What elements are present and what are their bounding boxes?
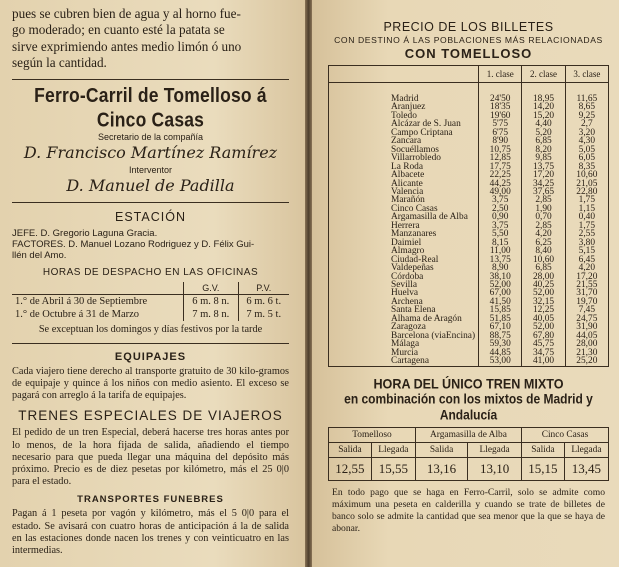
- station-header: Tomelloso: [329, 427, 416, 442]
- class3-price: 8,65: [565, 103, 608, 111]
- class1-price: 51,85: [479, 315, 522, 323]
- departure-label: Salida: [522, 442, 565, 457]
- city-cell: Villarrobledo: [391, 153, 441, 164]
- departure-label: Salida: [329, 442, 372, 457]
- city-cell: Cartagena: [391, 356, 429, 367]
- class1-price: 22,25: [479, 171, 522, 179]
- city-cell: Archena: [391, 296, 423, 307]
- class2-price: 45,75: [522, 340, 565, 348]
- price-row: [329, 129, 609, 137]
- price-row: [329, 213, 609, 221]
- class1-price: 41,50: [479, 298, 522, 306]
- city-cell: Murcia: [391, 347, 419, 358]
- city-cell: Marañón: [391, 195, 425, 206]
- class2-price: 13,75: [522, 163, 565, 171]
- price-row: [329, 357, 609, 366]
- class2-price: 5,20: [522, 129, 565, 137]
- baggage-heading: EQUIPAJES: [114, 350, 187, 363]
- city-cell: Daimiel: [391, 237, 422, 248]
- secretary-name: D. Francisco Martínez Ramírez: [23, 142, 278, 162]
- station-header: Cinco Casas: [522, 427, 609, 442]
- price-row: [329, 146, 609, 154]
- class3-price: 11,65: [565, 95, 608, 103]
- table-row: [12, 308, 289, 321]
- class3-price: 4,30: [565, 137, 608, 145]
- class1-price: 8,90: [479, 264, 522, 272]
- city-cell: Campo Criptana: [391, 127, 453, 138]
- table-row: [12, 294, 289, 308]
- class3-price: 6,05: [565, 154, 608, 162]
- class3-price: 8,35: [565, 163, 608, 171]
- class2-price: 0,70: [522, 213, 565, 221]
- gv-cell: 6 m. 8 n.: [184, 294, 238, 308]
- city-cell: La Roda: [391, 161, 424, 172]
- time-cell: 15,15: [522, 457, 565, 480]
- class1-price: 53,00: [479, 357, 522, 366]
- class2-price: 8,20: [522, 146, 565, 154]
- train-times-table: [328, 427, 609, 481]
- left-page: [0, 0, 305, 567]
- divider: [12, 343, 289, 344]
- station-header: Argamasilla de Alba: [415, 427, 521, 442]
- city-cell: Valencia: [391, 186, 424, 197]
- class3-price: 1,15: [565, 205, 608, 213]
- class1-price: 67,00: [479, 289, 522, 297]
- intro-line: sirve exprimiendo antes medio limón ó uno: [12, 38, 242, 54]
- divider: [12, 202, 289, 203]
- intro-line: go moderado; en cuanto esté la patata se: [12, 22, 225, 38]
- class1-price: 5,50: [479, 230, 522, 238]
- arrival-label: Llegada: [468, 442, 522, 457]
- prices-origin: CON TOMELLOSO: [404, 46, 533, 61]
- class2-price: 15,20: [522, 112, 565, 120]
- city-cell: Alhama de Aragón: [391, 313, 462, 324]
- price-row: [329, 273, 609, 281]
- city-cell: Manzanares: [391, 229, 437, 240]
- prices-subheading: CON DESTINO Á LAS POBLACIONES MÁS RELACIONADAS: [334, 35, 603, 45]
- class2-price: 1,90: [522, 205, 565, 213]
- class3-price: 9,25: [565, 112, 608, 120]
- funeral-text: Pagan á 1 peseta por vagón y kilómetro, más el 5 0|0 para el estado. Se avisará con cuatro horas de anticipación á la de salida en las estaciones donde nacen los trenes y con veinticuatro en las intermedias.: [12, 508, 289, 557]
- class3-price: 4,20: [565, 264, 608, 272]
- price-row: [329, 349, 609, 357]
- train-subheading: en combinación con los mixtos de Madrid y Andalucía: [344, 390, 593, 423]
- city-cell: Albacete: [391, 170, 425, 181]
- class3-price: 21,30: [565, 349, 608, 357]
- office-hours-table: [12, 282, 289, 321]
- class2-price: 40,25: [522, 281, 565, 289]
- price-row: [329, 332, 609, 340]
- class2-price: 32,15: [522, 298, 565, 306]
- class2-price: 4,40: [522, 120, 565, 128]
- payment-note: En todo pago que se haga en Ferro-Carril, solo se admite como máximum una peseta en calderilla y cuando se trate de billetes de banco solo se admite la cantidad que sea menor que la que se haya de abonar.: [332, 486, 605, 534]
- class2-price: 6,25: [522, 239, 565, 247]
- class3-price: 6,45: [565, 256, 608, 264]
- price-row: [329, 120, 609, 128]
- auditor-label: Interventor: [128, 164, 173, 175]
- city-cell: Barcelona (viaEncina): [391, 330, 476, 341]
- class2-price: 8,40: [522, 247, 565, 255]
- class3-price: 2,7: [565, 120, 608, 128]
- class-header: 2. clase: [522, 66, 565, 83]
- class-header: 3. clase: [565, 66, 608, 83]
- time-cell: 13,45: [564, 457, 608, 480]
- prices-heading: PRECIO DE LOS BILLETES: [383, 20, 554, 34]
- class3-price: 17,20: [565, 273, 608, 281]
- price-row: [329, 188, 609, 196]
- price-row: [329, 289, 609, 297]
- price-rows: [329, 83, 609, 367]
- city-cell: Madrid: [391, 94, 419, 104]
- city-cell: Málaga: [391, 339, 420, 350]
- price-row: [329, 247, 609, 255]
- staff-line: JEFE. D. Gregorio Laguna Gracia.: [12, 227, 158, 239]
- class2-price: 34,75: [522, 349, 565, 357]
- hours-heading: HORAS DE DESPACHO EN LAS OFICINAS: [42, 266, 259, 278]
- city-cell: Santa Elena: [391, 305, 436, 316]
- baggage-text: Cada viajero tiene derecho al transporte gratuito de 30 kilo-gramos de equipaje y quince á los niños con medio asiento. El exceso se pagará con arreglo á la tarifa de equipajes.: [12, 365, 289, 402]
- city-cell: Aranjuez: [391, 102, 426, 113]
- price-row: [329, 306, 609, 314]
- city-cell: Socuéllamos: [391, 144, 439, 155]
- class1-price: 44,85: [479, 349, 522, 357]
- class1-price: 8'90: [479, 137, 522, 145]
- class2-price: 52,00: [522, 323, 565, 331]
- price-row: [329, 137, 609, 145]
- class1-price: 18'35: [479, 103, 522, 111]
- class1-price: 13,75: [479, 256, 522, 264]
- class3-price: 3,20: [565, 129, 608, 137]
- price-row: [329, 196, 609, 204]
- class2-price: 41,00: [522, 357, 565, 366]
- city-cell: Alicante: [391, 178, 423, 189]
- price-row: [329, 298, 609, 306]
- period-cell: 1.° de Octubre á 31 de Marzo: [15, 308, 140, 320]
- ticket-price-table: [328, 65, 609, 367]
- divider: [12, 79, 289, 80]
- class1-price: 49,00: [479, 188, 522, 196]
- class3-price: 21,55: [565, 281, 608, 289]
- class3-price: 24,75: [565, 315, 608, 323]
- class1-price: 11,00: [479, 247, 522, 255]
- city-cell: Valdepeñas: [391, 263, 434, 274]
- class1-price: 44,25: [479, 180, 522, 188]
- arrival-label: Llegada: [371, 442, 415, 457]
- city-cell: Huelva: [391, 288, 419, 299]
- arrival-label: Llegada: [564, 442, 608, 457]
- city-cell: Cinco Casas: [391, 203, 438, 214]
- class1-price: 10,75: [479, 146, 522, 154]
- secretary-label: Secretario de la compañía: [97, 131, 204, 142]
- gv-cell: 7 m. 8 n.: [184, 308, 238, 321]
- city-cell: Alcázar de S. Juan: [391, 119, 461, 130]
- class1-price: 52,00: [479, 281, 522, 289]
- class2-price: 17,20: [522, 171, 565, 179]
- city-cell: Ciudad-Real: [391, 254, 439, 265]
- class3-price: 21,05: [565, 180, 608, 188]
- hours-note: Se exceptuan los domingos y días festivos por la tarde: [38, 323, 263, 335]
- intro-line: pues se cubren bien de agua y al horno fue-: [12, 6, 241, 21]
- class1-price: 0,90: [479, 213, 522, 221]
- price-row: [329, 264, 609, 272]
- class3-price: 31,90: [565, 323, 608, 331]
- class1-price: 88,75: [479, 332, 522, 340]
- time-cell: 13,16: [415, 457, 467, 480]
- class2-price: 18,95: [522, 95, 565, 103]
- special-trains-text: El pedido de un tren Especial, deberá hacerse tres horas antes por lo menos, de la hora fijada de salida, añadiendo el tiempo necesario para que pueda llegar una máquina del depósito más próximo. Precio es de diez pesetas por kilómetro, más el 25 0|0 para el estado.: [12, 427, 289, 488]
- class2-price: 2,85: [522, 222, 565, 230]
- class3-price: 22,80: [565, 188, 608, 196]
- class1-price: 12,85: [479, 154, 522, 162]
- price-row: [329, 340, 609, 348]
- class3-price: 19,70: [565, 298, 608, 306]
- time-cell: 12,55: [329, 457, 372, 480]
- class3-price: 5,05: [565, 146, 608, 154]
- class2-price: 34,25: [522, 180, 565, 188]
- class1-price: 24'50: [479, 95, 522, 103]
- train-heading: HORA DEL ÚNICO TREN MIXTO: [373, 375, 564, 392]
- staff-line: FACTORES. D. Manuel Lozano Rodriguez y D. Félix Gui-: [12, 238, 255, 250]
- city-cell: Argamasilla de Alba: [391, 212, 468, 223]
- class1-price: 17,75: [479, 163, 522, 171]
- price-row: [329, 230, 609, 238]
- price-row: [329, 103, 609, 111]
- class3-price: 31,70: [565, 289, 608, 297]
- price-row: [329, 256, 609, 264]
- city-cell: Herrera: [391, 220, 420, 231]
- class2-price: 67,80: [522, 332, 565, 340]
- price-row: [329, 315, 609, 323]
- class1-price: 2,50: [479, 205, 522, 213]
- class3-price: 7,45: [565, 306, 608, 314]
- city-cell: Sevilla: [391, 279, 418, 290]
- class1-price: 5'75: [479, 120, 522, 128]
- city-cell: Toledo: [391, 110, 417, 121]
- class2-price: 2,85: [522, 196, 565, 204]
- class2-price: 10,60: [522, 256, 565, 264]
- class3-price: 2,55: [565, 230, 608, 238]
- time-cell: 13,10: [468, 457, 522, 480]
- price-row: [329, 95, 609, 103]
- price-row: [329, 239, 609, 247]
- class2-price: 12,25: [522, 306, 565, 314]
- railway-title: Ferro-Carril de Tomelloso á Cinco Casas: [34, 83, 267, 131]
- class3-price: 28,00: [565, 340, 608, 348]
- class2-price: 28,00: [522, 273, 565, 281]
- city-cell: Córdoba: [391, 271, 424, 282]
- price-row: [329, 163, 609, 171]
- period-cell: 1.° de Abril á 30 de Septiembre: [15, 295, 148, 307]
- price-row: [329, 112, 609, 120]
- pv-header: P.V.: [238, 282, 289, 295]
- class2-price: 6,85: [522, 137, 565, 145]
- class2-price: 14,20: [522, 103, 565, 111]
- price-row: [329, 205, 609, 213]
- class1-price: 19'60: [479, 112, 522, 120]
- class2-price: 4,20: [522, 230, 565, 238]
- class3-price: 1,75: [565, 222, 608, 230]
- class2-price: 37,65: [522, 188, 565, 196]
- auditor-name: D. Manuel de Padilla: [66, 175, 235, 195]
- class1-price: 15,85: [479, 306, 522, 314]
- staff-line: llén del Amo.: [12, 249, 67, 261]
- class2-price: 9,85: [522, 154, 565, 162]
- station-heading: ESTACIÓN: [115, 209, 186, 224]
- time-cell: 15,55: [371, 457, 415, 480]
- class3-price: 5,15: [565, 247, 608, 255]
- class3-price: 10,60: [565, 171, 608, 179]
- class1-price: 38,10: [479, 273, 522, 281]
- class-header: 1. clase: [479, 66, 522, 83]
- price-row: [329, 281, 609, 289]
- price-row: [329, 171, 609, 179]
- class2-price: 6,85: [522, 264, 565, 272]
- class3-price: 25,20: [565, 357, 608, 366]
- intro-line: según la cantidad.: [12, 55, 107, 71]
- city-cell: Almagro: [391, 246, 425, 257]
- class2-price: 40,05: [522, 315, 565, 323]
- class1-price: 8,15: [479, 239, 522, 247]
- city-cell: Zaragoza: [391, 322, 426, 333]
- class3-price: 0,40: [565, 213, 608, 221]
- pv-cell: 6 m. 6 t.: [238, 294, 289, 308]
- funeral-heading: TRANSPORTES FUNEBRES: [77, 494, 224, 506]
- class3-price: 44,05: [565, 332, 608, 340]
- class3-price: 1,75: [565, 196, 608, 204]
- departure-label: Salida: [415, 442, 467, 457]
- class1-price: 67,10: [479, 323, 522, 331]
- pv-cell: 7 m. 5 t.: [238, 308, 289, 321]
- special-trains-heading: TRENES ESPECIALES DE VIAJEROS: [18, 408, 283, 424]
- class1-price: 6'75: [479, 129, 522, 137]
- class1-price: 59,30: [479, 340, 522, 348]
- class2-price: 52,00: [522, 289, 565, 297]
- right-page: [312, 0, 619, 567]
- price-row: [329, 180, 609, 188]
- class3-price: 3,80: [565, 239, 608, 247]
- city-cell: Zancara: [391, 136, 422, 147]
- price-row: [329, 222, 609, 230]
- gv-header: G.V.: [184, 282, 238, 295]
- book-gutter: [305, 0, 312, 567]
- class1-price: 3,75: [479, 222, 522, 230]
- class1-price: 3,75: [479, 196, 522, 204]
- price-row: [329, 154, 609, 162]
